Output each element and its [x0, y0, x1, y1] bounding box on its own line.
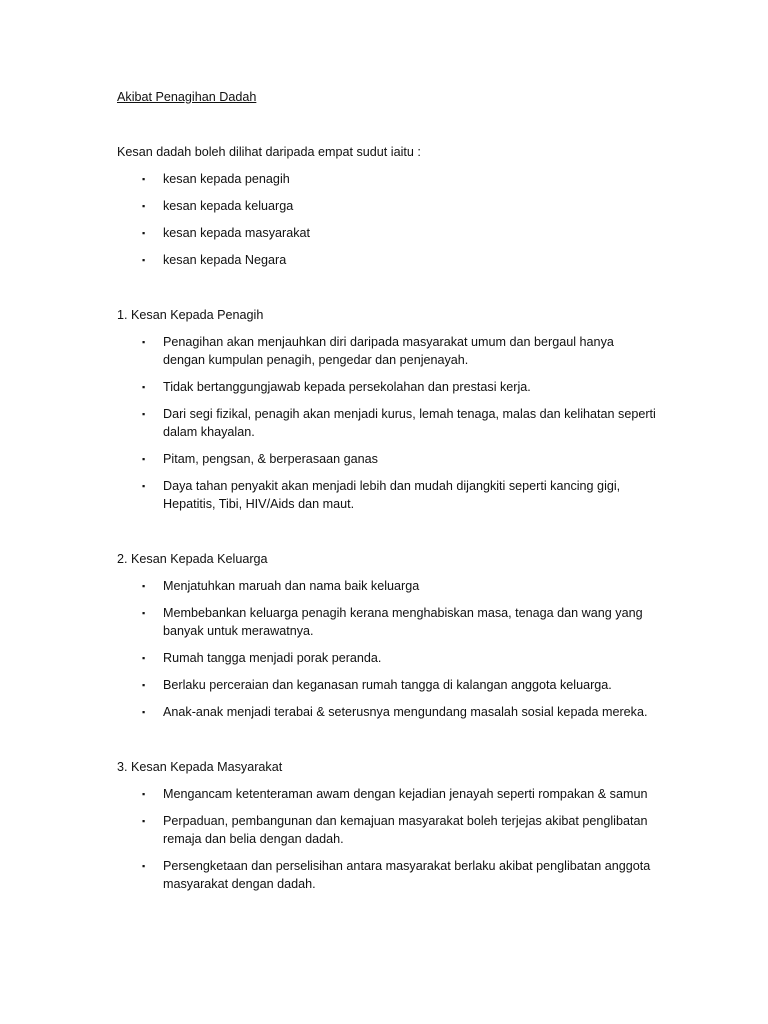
list-item-text: Mengancam ketenteraman awam dengan kejadian jenayah seperti rompakan & samun	[163, 787, 648, 801]
square-bullet-icon: ▪	[142, 653, 146, 663]
list-item-text: kesan kepada keluarga	[163, 199, 294, 213]
list-item	[117, 197, 657, 215]
square-bullet-icon: ▪	[142, 337, 146, 347]
list-item	[117, 785, 657, 803]
square-bullet-icon: ▪	[142, 174, 146, 184]
list-item	[117, 450, 657, 468]
document-title: Akibat Penagihan Dadah	[117, 90, 257, 104]
section-kesan-kepada-keluarga	[117, 550, 657, 721]
intro-paragraph: Kesan dadah boleh dilihat daripada empat sudut iaitu :	[117, 145, 421, 159]
section-list	[117, 785, 657, 893]
square-bullet-icon: ▪	[142, 454, 146, 464]
list-item	[117, 604, 657, 640]
list-item-text: Dari segi fizikal, penagih akan menjadi kurus, lemah tenaga, malas dan kelihatan seperti dalam khayalan.	[163, 407, 656, 439]
list-item-text: Berlaku perceraian dan keganasan rumah tangga di kalangan anggota keluarga.	[163, 678, 612, 692]
list-item-text: kesan kepada masyarakat	[163, 226, 311, 240]
section-list	[117, 333, 657, 513]
list-item	[117, 477, 657, 513]
list-item	[117, 333, 657, 369]
section-heading: 3. Kesan Kepada Masyarakat	[117, 760, 283, 774]
section-heading: 1. Kesan Kepada Penagih	[117, 308, 264, 322]
list-item-text: Rumah tangga menjadi porak peranda.	[163, 651, 382, 665]
list-item-text: Membebankan keluarga penagih kerana menghabiskan masa, tenaga dan wang yang banyak untuk merawatnya.	[163, 606, 643, 638]
list-item-text: Anak-anak menjadi terabai & seterusnya mengundang masalah sosial kepada mereka.	[163, 705, 648, 719]
square-bullet-icon: ▪	[142, 680, 146, 690]
section-kesan-kepada-penagih	[117, 306, 657, 513]
section-list	[117, 577, 657, 721]
square-bullet-icon: ▪	[142, 581, 146, 591]
square-bullet-icon: ▪	[142, 608, 146, 618]
square-bullet-icon: ▪	[142, 409, 146, 419]
list-item-text: kesan kepada penagih	[163, 172, 290, 186]
square-bullet-icon: ▪	[142, 861, 146, 871]
list-item-text: Persengketaan dan perselisihan antara masyarakat berlaku akibat penglibatan anggota masyarakat dengan dadah.	[163, 859, 651, 891]
list-item	[117, 170, 657, 188]
list-item-text: Perpaduan, pembangunan dan kemajuan masyarakat boleh terjejas akibat penglibatan remaja dan belia dengan dadah.	[163, 814, 648, 846]
intro-list	[117, 170, 657, 269]
list-item	[117, 857, 657, 893]
square-bullet-icon: ▪	[142, 816, 146, 826]
list-item-text: Menjatuhkan maruah dan nama baik keluarga	[163, 579, 420, 593]
list-item	[117, 405, 657, 441]
list-item	[117, 649, 657, 667]
list-item-text: kesan kepada Negara	[163, 253, 287, 267]
square-bullet-icon: ▪	[142, 201, 146, 211]
square-bullet-icon: ▪	[142, 789, 146, 799]
square-bullet-icon: ▪	[142, 707, 146, 717]
square-bullet-icon: ▪	[142, 481, 146, 491]
document-content	[117, 88, 657, 893]
square-bullet-icon: ▪	[142, 228, 146, 238]
list-item	[117, 812, 657, 848]
list-item-text: Penagihan akan menjauhkan diri daripada masyarakat umum dan bergaul hanya dengan kumpulan penagih, pengedar dan penjenayah.	[163, 335, 614, 367]
section-heading: 2. Kesan Kepada Keluarga	[117, 552, 268, 566]
square-bullet-icon: ▪	[142, 255, 146, 265]
list-item-text: Pitam, pengsan, & berperasaan ganas	[163, 452, 378, 466]
list-item	[117, 577, 657, 595]
section-kesan-kepada-masyarakat	[117, 758, 657, 893]
list-item	[117, 378, 657, 396]
list-item	[117, 251, 657, 269]
list-item	[117, 676, 657, 694]
list-item	[117, 703, 657, 721]
square-bullet-icon: ▪	[142, 382, 146, 392]
list-item-text: Tidak bertanggungjawab kepada persekolahan dan prestasi kerja.	[163, 380, 531, 394]
list-item-text: Daya tahan penyakit akan menjadi lebih dan mudah dijangkiti seperti kancing gigi, Hepatitis, Tibi, HIV/Aids dan maut.	[163, 479, 621, 511]
list-item	[117, 224, 657, 242]
